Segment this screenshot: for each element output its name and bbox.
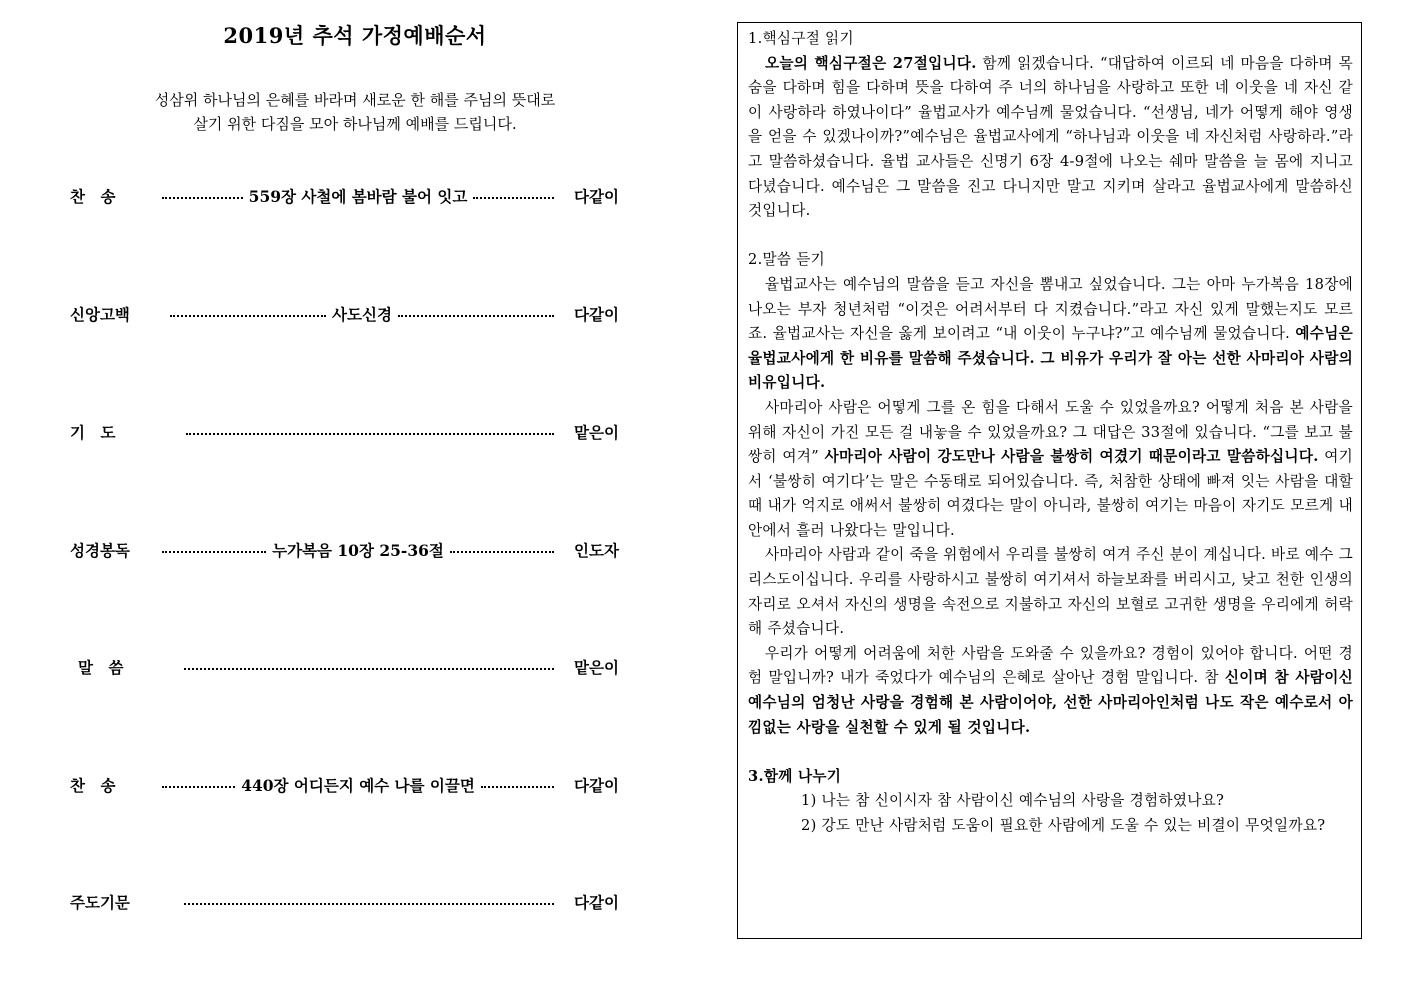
order-label: 성경봉독: [70, 541, 130, 560]
order-row-creed: [70, 299, 640, 329]
sermon-box: [737, 22, 1362, 939]
order-who: 맡은이: [574, 423, 619, 442]
order-row-lords-prayer: [70, 887, 640, 917]
core-verse-paragraph: 오늘의 핵심구절은 27절입니다. 함께 읽겠습니다. “대답하여 이르되 네 마음을 다하며 목숨을 다하며 힘을 다하며 뜻을 다하여 주 너의 하나님을 사랑하고 또한 네 이웃을 네 자신 같이 사랑하라 하였나이다” 율법교사가 예수님께 물었습니다. “선생님, 네가 어떻게 해야 영생을 얻을 수 있겠나이까?”예수님은 율법교사에게 “하나님과 이웃을 네 자신처럼 사랑하라.”라고 말씀하셨습니다. 율법 교사들은 신명기 6장 4-9절에 나오는 쉐마 말씀을 늘 몸에 지니고 다녔습니다. 예수님은 그 말씀을 진고 다니지만 말고 지키며 살라고 율법교사에게 말씀하신 것입니다.: [748, 54, 1353, 220]
order-row-sermon: [70, 652, 640, 682]
order-label: 주도기문: [70, 893, 130, 912]
intro-line-1: 성삼위 하나님의 은혜를 바라며 새로운 한 해를 주님의 뜻대로: [154, 91, 556, 109]
sharing-question-2: 2) 강도 만난 사람처럼 도움이 필요한 사람에게 도울 수 있는 비결이 무엇일까요?: [801, 817, 1326, 834]
order-who: 다같이: [574, 776, 619, 795]
sermon-content: [748, 27, 1353, 839]
intro-text: [70, 88, 640, 136]
intro-line-2: 살기 위한 다짐을 모아 하나님께 예배를 드립니다.: [193, 115, 517, 133]
section-heading-core-verse: 1.핵심구절 읽기: [748, 30, 854, 47]
section-heading-sharing: 3.함께 나누기: [748, 767, 842, 785]
order-row-hymn-1: [70, 181, 640, 211]
hearing-paragraph-4: 우리가 어떻게 어려움에 처한 사람을 도와줄 수 있을까요? 경험이 있어야 합니다. 어떤 경험 말입니까? 내가 죽었다가 예수님의 은혜로 살아난 경험 말입니다. 참 신이며 참 사람이신 예수님의 엄청난 사랑을 경험해 본 사람이어야, 선한 사마리아인처럼 나도 작은 예수로서 아낌없는 사랑을 실천할 수 있게 될 것입니다.: [748, 644, 1353, 736]
order-who: 인도자: [574, 541, 619, 560]
hearing-paragraph-3: 사마리아 사람과 같이 죽을 위험에서 우리를 불쌍히 여겨 주신 분이 계십니다. 바로 예수 그리스도이십니다. 우리를 사랑하시고 불쌍히 여기셔서 하늘보좌를 버리시고, 낮고 천한 인생의 자리로 오셔서 자신의 생명을 속전으로 지불하고 자신의 보혈로 고귀한 생명을 우리에게 허락해 주셨습니다.: [748, 546, 1353, 638]
sharing-question-1: 1) 나는 참 신이시자 참 사람이신 예수님의 사랑을 경험하였나요?: [801, 792, 1225, 810]
order-label: 찬 송: [70, 187, 116, 206]
hearing-paragraph-1: 율법교사는 예수님의 말씀을 듣고 자신을 뽐내고 싶었습니다. 그는 아마 누가복음 18장에 나오는 부자 청년처럼 “이것은 어려서부터 다 지켰습니다.”라고 자신 있게 말했는지도 모르죠. 율법교사는 자신을 옳게 보이려고 “내 이웃이 누구냐?”고 예수님께 물었습니다. 예수님은 율법교사에게 한 비유를 말씀해 주셨습니다. 그 비유가 우리가 잘 아는 선한 사마리아 사람의 비유입니다.: [748, 275, 1353, 392]
hearing-paragraph-2: 사마리아 사람은 어떻게 그를 온 힘을 다해서 도울 수 있었을까요? 어떻게 처음 본 사람을 위해 자신이 가진 모든 걸 내놓을 수 있었을까요? 그 대답은 33절에 있습니다. “그를 보고 불쌍히 여겨” 사마리아 사람이 강도만나 사람을 불쌍히 여겼기 때문이라고 말씀하십니다. 여기서 ‘불쌍히 여기다’는 말은 수동태로 되어있습니다. 즉, 처참한 상태에 빠져 잇는 사람을 대할 때 내가 억지로 애써서 불쌍히 여겼다는 말이 아니라, 불쌍히 여기는 마음이 자기도 모르게 내 안에서 흘러 나왔다는 말입니다.: [748, 398, 1354, 539]
order-content: 440장 어디든지 예수 나를 이끌면: [241, 776, 475, 795]
order-who: 맡은이: [574, 658, 619, 677]
order-content: 559장 사철에 봄바람 불어 잇고: [248, 187, 468, 206]
order-content: 누가복음 10장 25-36절: [272, 541, 444, 560]
order-row-prayer: [70, 417, 640, 447]
section-heading-hearing: 2.말씀 듣기: [748, 251, 826, 269]
page-title: 2019년 추석 가정예배순서: [223, 23, 487, 48]
order-label: 말 씀: [78, 658, 124, 677]
order-who: 다같이: [574, 305, 619, 324]
order-who: 다같이: [574, 893, 619, 912]
order-row-hymn-2: [70, 770, 640, 800]
order-who: 다같이: [574, 187, 619, 206]
order-label: 기 도: [70, 423, 116, 442]
order-label: 신앙고백: [70, 305, 130, 324]
worship-order-page: [70, 0, 640, 992]
order-row-scripture: [70, 535, 640, 565]
order-label: 찬 송: [70, 776, 116, 795]
core-verse-lead: 오늘의 핵심구절은 27절입니다.: [765, 54, 977, 72]
order-content: 사도신경: [332, 305, 392, 324]
